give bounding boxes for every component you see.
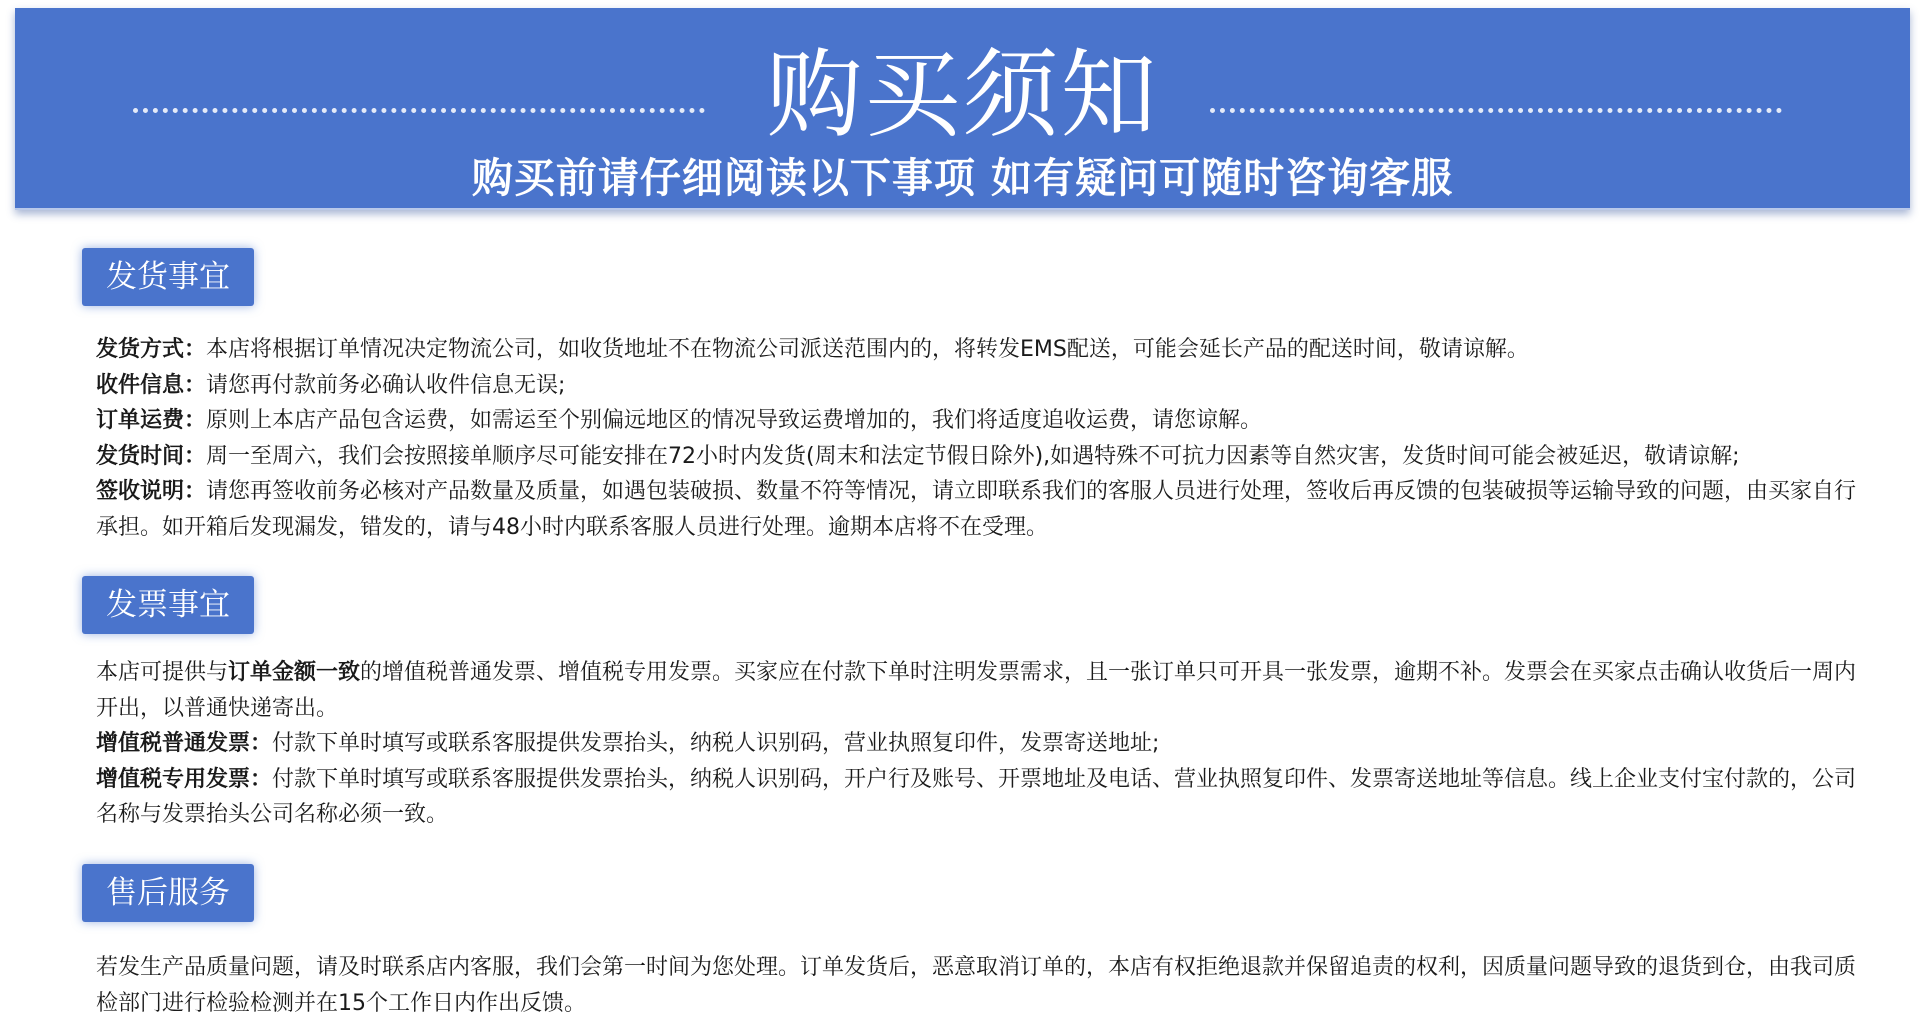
page-subtitle: 购买前请仔细阅读以下事项 如有疑问可随时咨询客服 — [471, 154, 1454, 202]
invoice-item-special — [96, 762, 1866, 833]
shipping-item-text: 本店将根据订单情况决定物流公司，如收货地址不在物流公司派送范围内的，将转发EMS配送，可能会延长产品的配送时间，敬请谅解。 — [206, 337, 1529, 362]
shipping-item-freight — [96, 403, 1866, 439]
shipping-item-label: 签收说明： — [96, 479, 207, 504]
section-heading-aftersales: 售后服务 — [82, 864, 254, 922]
shipping-item-label: 发货方式： — [96, 337, 207, 362]
shipping-item-text: 请您再签收前务必核对产品数量及质量，如遇包装破损、数量不符等情况，请立即联系我们的客服人员进行处理，签收后再反馈的包装破损等运输导致的问题，由买家自行承担。如开箱后发现漏发，错发的，请与48小时内联系客服人员进行处理。逾期本店将不在受理。 — [96, 479, 1857, 540]
section-heading-invoice: 发票事宜 — [82, 576, 254, 634]
invoice-intro-after: 的增值税普通发票、增值税专用发票。买家应在付款下单时注明发票需求，且一张订单只可开具一张发票，逾期不补。发票会在买家点击确认收货后一周内开出，以普通快递寄出。 — [96, 660, 1857, 721]
shipping-item-text: 周一至周六，我们会按照接单顺序尽可能安排在72小时内发货(周末和法定节假日除外),如遇特殊不可抗力因素等自然灾害，发货时间可能会被延迟，敬请谅解; — [206, 443, 1740, 469]
shipping-item-text: 请您再付款前务必确认收件信息无误; — [206, 372, 566, 398]
section-body-invoice — [96, 655, 1866, 833]
invoice-item-label: 增值税专用发票： — [96, 766, 273, 792]
section-heading-shipping: 发货事宜 — [82, 248, 254, 306]
header-banner — [15, 8, 1910, 210]
shipping-item-label: 收件信息： — [96, 372, 207, 398]
section-body-shipping — [96, 332, 1866, 545]
invoice-intro-bold: 订单金额一致 — [228, 660, 361, 685]
section-body-aftersales — [96, 950, 1866, 1021]
shipping-item-recipient — [96, 368, 1866, 404]
invoice-item-label: 增值税普通发票： — [96, 731, 273, 756]
invoice-intro — [96, 655, 1866, 726]
invoice-item-text: 付款下单时填写或联系客服提供发票抬头，纳税人识别码，开户行及账号、开票地址及电话、营业执照复印件、发票寄送地址等信息。线上企业支付宝付款的，公司名称与发票抬头公司名称必须一致。 — [96, 766, 1857, 827]
aftersales-text: 若发生产品质量问题，请及时联系店内客服，我们会第一时间为您处理。订单发货后，恶意取消订单的，本店有权拒绝退款并保留追责的权利，因质量问题导致的退货到仓，由我司质检部门进行检验检测并在15个工作日内作出反馈。 — [96, 955, 1857, 1016]
shipping-item-label: 发货时间： — [96, 443, 207, 469]
shipping-item-method — [96, 332, 1866, 368]
invoice-intro-before: 本店可提供与 — [96, 660, 229, 685]
page-title: 购买须知 — [766, 39, 1159, 151]
shipping-item-label: 订单运费： — [96, 408, 207, 433]
invoice-item-general — [96, 726, 1866, 762]
invoice-item-text: 付款下单时填写或联系客服提供发票抬头，纳税人识别码，营业执照复印件，发票寄送地址; — [272, 731, 1160, 756]
shipping-item-text: 原则上本店产品包含运费，如需运至个别偏远地区的情况导致运费增加的，我们将适度追收运费，请您谅解。 — [206, 408, 1263, 433]
shipping-item-signing — [96, 474, 1866, 545]
shipping-item-time — [96, 439, 1866, 475]
